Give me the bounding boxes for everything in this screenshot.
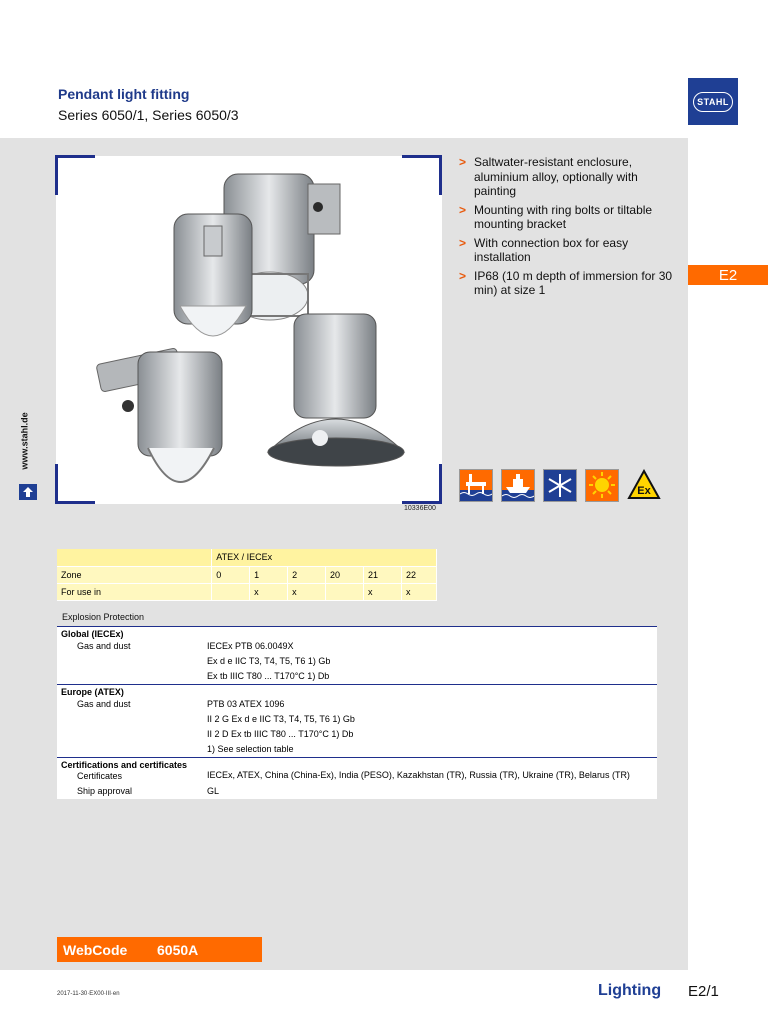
ep-global-label: Gas and dust [77,641,131,651]
footer-category: Lighting [598,982,662,999]
feature-list [459,155,679,302]
sun-icon [585,469,619,502]
zone-cell: 1 [250,566,288,583]
side-url[interactable] [20,410,40,480]
ep-value: II 2 D Ex tb IIIC T80 ... T170°C 1) Db [207,729,354,739]
ep-global [57,626,657,684]
zone-cell: 20 [326,566,364,583]
use-cell: x [401,583,436,600]
zone-cell: 0 [212,566,250,583]
zone-table [57,549,437,601]
feature-item: > Mounting with ring bolts or tiltable mounting bracket [459,203,679,232]
ex-icon [627,469,661,502]
ep-ship-value: GL [207,786,220,796]
ep-value: PTB 03 ATEX 1096 [207,699,285,709]
photo-corner-br [402,464,442,504]
zone-cell: 22 [401,566,436,583]
page-subtitle: Series 6050/1, Series 6050/3 [58,107,239,123]
ep-footnote: 1) See selection table [207,744,294,754]
arrow-up-icon[interactable] [19,484,37,500]
logo-text: STAHL [697,96,729,107]
svg-text:Ex: Ex [637,485,651,497]
use-row [57,583,437,600]
zone-row [57,566,437,583]
ep-europe-values [207,697,657,757]
ep-global-values [207,639,657,684]
ep-certs-value: IECEx, ATEX, China (China-Ex), India (PESO), Kazakhstan (TR), Russia (TR), Ukraine (TR), Belarus (TR) [207,770,630,780]
ep-certs-label: Certificates [77,771,123,781]
zone-table-corner [57,549,212,566]
zone-cell: 21 [364,566,402,583]
ep-europe-head: Europe (ATEX) [57,684,657,697]
use-cell: x [250,583,288,600]
webcode-bar[interactable] [57,937,262,962]
ep-value: Ex d e IIC T3, T4, T5, T6 1) Gb [207,656,331,666]
ep-global-row [57,639,657,684]
zone-label: Zone [57,566,212,583]
ep-value: II 2 G Ex d e IIC T3, T4, T5, T6 1) Gb [207,714,355,724]
use-cell [212,583,250,600]
explosion-protection [57,608,657,799]
product-photo [56,156,442,504]
webcode-label: WebCode [63,941,128,958]
side-url-text: www.stahl.de [19,412,30,470]
use-label: For use in [57,583,212,600]
logo-badge [693,92,733,112]
zone-cell: 2 [288,566,326,583]
feature-icons [459,469,661,502]
page-title: Pendant light fitting [58,86,190,102]
ep-value: IECEx PTB 06.0049X [207,641,294,651]
ep-global-head: Global (IECEx) [57,626,657,639]
ep-value: Ex tb IIIC T80 ... T170°C 1) Db [207,671,330,681]
feature-item: > Saltwater-resistant enclosure, aluminium alloy, optionally with painting [459,155,679,199]
offshore-platform-icon [459,469,493,502]
ep-certs [57,757,657,799]
ship-icon [501,469,535,502]
photo-corner-tr [402,155,442,195]
ep-europe-label: Gas and dust [77,699,131,709]
snowflake-icon [543,469,577,502]
footer-page: E2/1 [688,983,719,1000]
ep-certs-row [57,770,657,782]
stahl-logo[interactable] [688,78,738,125]
ep-title: Explosion Protection [62,612,145,622]
use-cell: x [288,583,326,600]
ep-europe-row [57,697,657,757]
webcode-value: 6050A [157,941,199,958]
photo-code: 10336E00 [404,505,436,512]
photo-corner-bl [55,464,95,504]
zone-table-title: ATEX / IECEx [212,549,437,566]
ep-ship-label: Ship approval [77,786,133,796]
section-tab[interactable]: E2 [688,265,768,285]
ep-ship-row [57,784,657,799]
feature-item: > With connection box for easy installation [459,236,679,265]
photo-corner-tl [55,155,95,195]
zone-table-header [57,549,437,566]
footer-date: 2017-11-30·EX00·III·en [57,991,120,997]
use-cell [326,583,364,600]
use-cell: x [364,583,402,600]
ep-certs-head: Certifications and certificates [57,757,657,770]
ep-europe [57,684,657,757]
feature-item: > IP68 (10 m depth of immersion for 30 min) at size 1 [459,269,679,298]
